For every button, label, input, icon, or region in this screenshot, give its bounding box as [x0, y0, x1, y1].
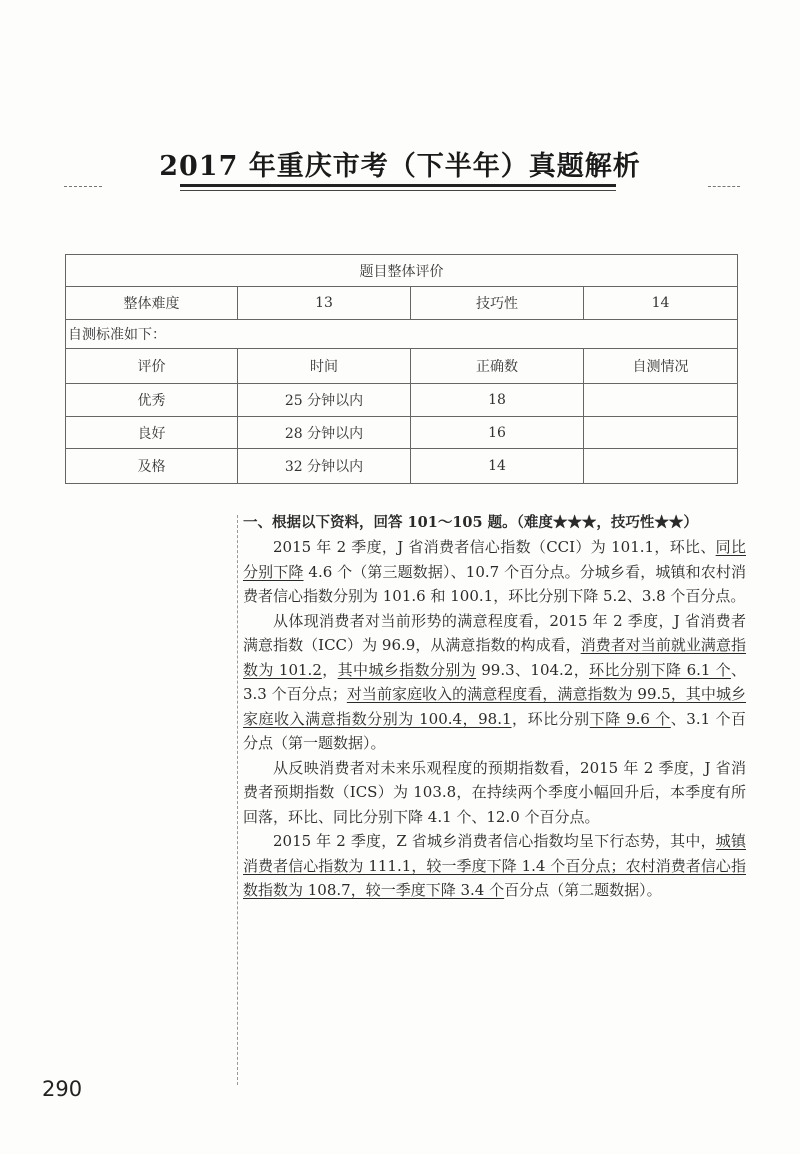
- correct-cell: 18: [411, 384, 584, 417]
- column-header-time: 时间: [238, 349, 411, 384]
- standard-note: 自测标准如下：: [66, 320, 738, 349]
- paragraph: [243, 609, 746, 756]
- page-number: 290: [42, 1077, 83, 1101]
- title-rule-thick: [180, 184, 616, 187]
- table-header: 题目整体评价: [66, 255, 738, 287]
- text-run: 4.6 个（第三题数据）、10.7 个百分点。分城乡看，城镇和农村消费者信心指数分别为 101.6 和 100.1，环比分别下降 5.2、3.8 个百分点。: [243, 562, 746, 605]
- paragraph: [243, 829, 746, 903]
- underlined-text: 同比分别下降: [243, 538, 746, 581]
- text-run: 、3.3 个百分点；: [243, 660, 746, 703]
- self-test-cell: [584, 449, 738, 484]
- dashed-rule-left: [64, 186, 102, 187]
- text-run: 2015 年 2 季度，J 省消费者信心指数（CCI）为 101.1，环比、: [273, 538, 716, 556]
- table-header-row: [66, 349, 738, 384]
- time-cell: 32 分钟以内: [238, 449, 411, 484]
- evaluation-table: [65, 254, 738, 484]
- paragraphs: [243, 535, 746, 903]
- text-run: 99.3、104.2，: [476, 660, 590, 679]
- text-run: 、3.1 个百分点（第一题数据）。: [243, 709, 746, 752]
- text-run: ，环比分别: [511, 709, 590, 728]
- text-run: 从体现消费者对当前形势的满意程度看，2015 年 2 季度，J 省消费者满意指数（ICC）为 96.9，从满意指数的构成看，: [243, 611, 746, 654]
- passage: [243, 511, 746, 903]
- paragraph: [243, 535, 746, 609]
- correct-cell: 16: [411, 417, 584, 449]
- page-title: 2017 年重庆市考（下半年）真题解析: [159, 151, 641, 182]
- table-row: [66, 384, 738, 417]
- underlined-text: 环比分别下降 6.1 个: [589, 660, 731, 679]
- column-header-self-test: 自测情况: [584, 349, 738, 384]
- difficulty-value: 13: [238, 287, 411, 320]
- table-row: [66, 449, 738, 484]
- correct-cell: 14: [411, 449, 584, 484]
- self-test-cell: [584, 417, 738, 449]
- section-heading: 一、根据以下资料，回答 101～105 题。（难度★★★，技巧性★★）: [243, 514, 698, 531]
- time-cell: 28 分钟以内: [238, 417, 411, 449]
- margin-dashed-line: [237, 515, 238, 1085]
- underlined-text: 对当前家庭收入的满意程度看，满意指数为 99.5，其中城乡家庭收入满意指数分别为 100.4，98.1: [243, 685, 747, 728]
- underlined-text: 其中城乡指数分别为: [337, 660, 477, 679]
- text-run: 2015 年 2 季度，Z 省城乡消费者信心指数均呈下行态势，其中，: [273, 832, 716, 850]
- text-run: 从反映消费者对未来乐观程度的预期指数看，2015 年 2 季度，J 省消费者预期指数（ICS）为 103.8，在持续两个季度小幅回升后，本季度有所回落，环比、同比分别下降 4.1 个、12.0 个百分点。: [243, 758, 746, 826]
- skill-value: 14: [584, 287, 738, 320]
- time-cell: 25 分钟以内: [238, 384, 411, 417]
- table-row: [66, 287, 738, 320]
- grade-cell: 优秀: [66, 384, 238, 417]
- table-row: [66, 320, 738, 349]
- paragraph: [243, 756, 746, 830]
- difficulty-label: 整体难度: [66, 287, 238, 320]
- underlined-text: 消费者对当前就业满意指数为 101.2: [243, 636, 746, 679]
- dashed-rule-right: [708, 186, 740, 187]
- self-test-cell: [584, 384, 738, 417]
- column-header-grade: 评价: [66, 349, 238, 384]
- table-row: [66, 417, 738, 449]
- text-run: 百分点（第二题数据）。: [504, 881, 662, 899]
- skill-label: 技巧性: [411, 287, 584, 320]
- grade-cell: 良好: [66, 417, 238, 449]
- text-run: ，: [321, 660, 338, 679]
- table-row: [66, 255, 738, 287]
- underlined-text: 下降 9.6 个: [589, 709, 671, 728]
- underlined-text: 城镇消费者信心指数为 111.1，较一季度下降 1.4 个百分点；农村消费者信心指数指数为 108.7，较一季度下降 3.4 个: [243, 832, 746, 899]
- grade-cell: 及格: [66, 449, 238, 484]
- column-header-correct: 正确数: [411, 349, 584, 384]
- title-rule-thin: [180, 190, 616, 191]
